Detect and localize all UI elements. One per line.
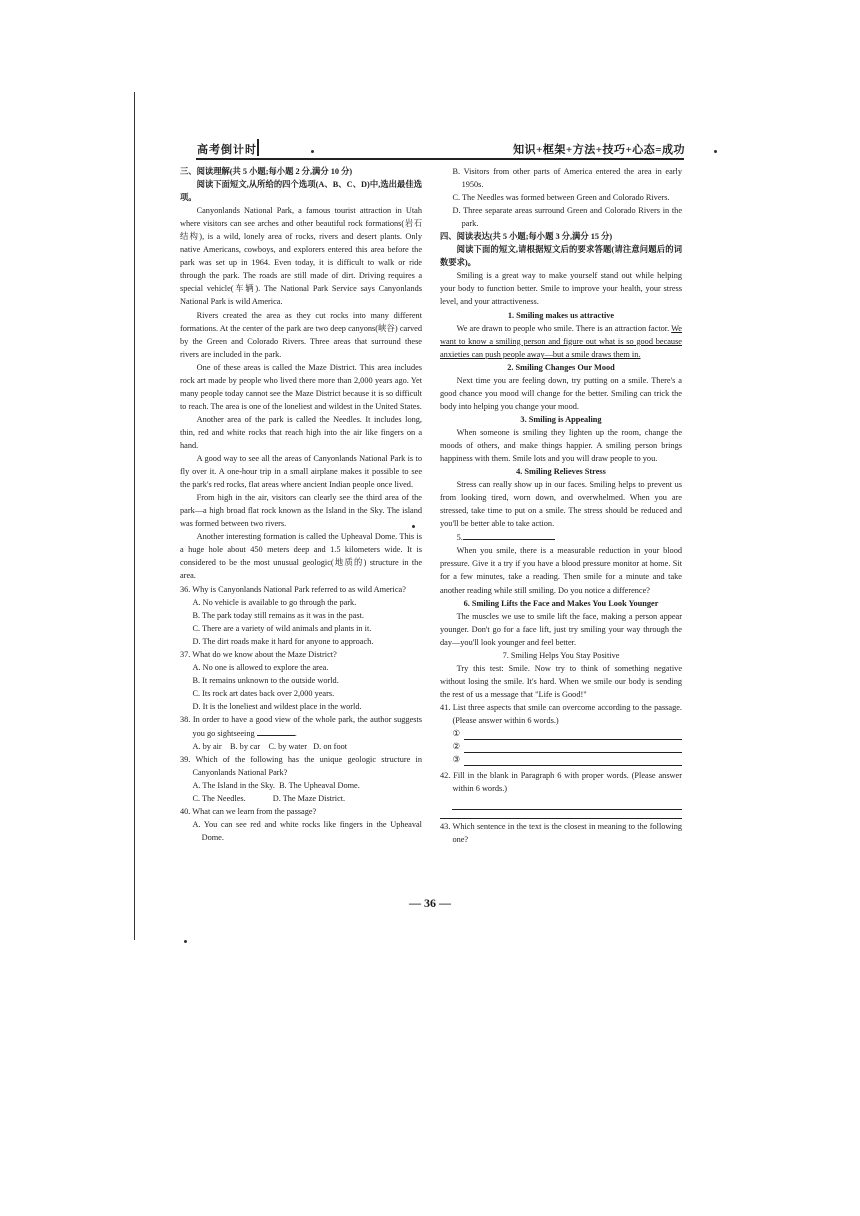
question-39-options-cd: C. The Needles. D. The Maze District. xyxy=(192,794,346,804)
right-column xyxy=(440,165,682,846)
smile-paragraph-6: The muscles we use to smile lift the face, making a person appear younger. Don't go for a face lift, just try smiling your way through the day—you'll look younger and feel better. xyxy=(440,611,682,647)
question-42-answer-line[interactable] xyxy=(452,797,682,810)
question-36-option-b: B. The park today still remains as it was in the past. xyxy=(192,610,364,620)
answer-mark-1: ① xyxy=(452,729,460,739)
header-left-title: 高考倒计时 xyxy=(197,144,257,156)
smile-heading-5 xyxy=(440,530,682,544)
question-43-stem: 43. Which sentence in the text is the closest in meaning to the following one? xyxy=(440,818,682,846)
scan-speck xyxy=(184,940,187,943)
scan-speck xyxy=(714,150,717,153)
header-rule xyxy=(196,158,684,160)
question-37-stem: 37. What do we know about the Maze District? xyxy=(180,649,337,659)
smile-paragraph-7: Try this test: Smile. Now try to think of something negative without losing the smile. It's hard. When we smile our body is sending the rest of us a message that "Life is Good!" xyxy=(440,663,682,699)
question-37-option-a: A. No one is allowed to explore the area. xyxy=(192,662,329,672)
passage-paragraph: From high in the air, visitors can clearly see the third area of the park—a high broad flat rock known as the Island in the Sky. The island was formed between two rivers. xyxy=(180,493,422,529)
section3-title: 三、阅读理解(共 5 小题;每小题 2 分,满分 10 分) xyxy=(180,167,353,176)
smile-paragraph-2: Next time you are feeling down, try putting on a smile. There's a good chance you mood will change for the better. Smiling can trick the body into helping you change your mood. xyxy=(440,375,682,411)
smile-heading-7: 7. Smiling Helps You Stay Positive xyxy=(502,650,620,660)
question-36-option-c: C. There are a variety of wild animals and plants in it. xyxy=(192,623,372,633)
smile-paragraph-4: Stress can really show up in our faces. Smiling helps to prevent us from looking tired, worn down, and overwhelmed. When you are stressed, take time to put on a smile. The stress should be reduced and you'll be better able to take action. xyxy=(440,480,682,529)
answer-line-1 xyxy=(464,730,682,740)
question-40-option-b: B. Visitors from other parts of America entered the area in early 1950s. xyxy=(452,167,682,190)
question-41-stem: 41. List three aspects that smile can overcome according to the passage. (Please answer within 6 words.) xyxy=(440,702,682,725)
section4-title: 四、阅读表达(共 5 小题;每小题 3 分,满分 15 分) xyxy=(440,232,613,242)
passage-paragraph: Another area of the park is called the Needles. It includes long, thin, red and white rocks that reach high into the air like fingers on a hand. xyxy=(180,414,422,450)
answer-mark-2: ② xyxy=(452,742,460,752)
question-40-option-a: A. You can see red and white rocks like fingers in the Upheaval Dome. xyxy=(192,820,422,843)
smile-heading-5-blank xyxy=(463,530,555,540)
answer-line-2 xyxy=(464,743,682,753)
smile-paragraph-3: When someone is smiling they lighten up the room, change the moods of others, and make things happier. A smiling person brings happiness with them. Smile lots and you will draw people to you. xyxy=(440,427,682,464)
answer-line-3 xyxy=(464,756,682,766)
question-38-blank xyxy=(257,726,297,739)
smile-heading-5-number: 5. xyxy=(456,533,463,543)
question-36-stem: 36. Why is Canyonlands National Park referred to as wild America? xyxy=(180,584,406,594)
question-38-stem-end: . xyxy=(294,729,297,739)
smile-heading-6: 6. Smiling Lifts the Face and Makes You Look Younger xyxy=(463,598,659,608)
header-right-slogan: 知识+框架+方法+技巧+心态=成功 xyxy=(513,144,685,156)
passage-paragraph: One of these areas is called the Maze District. This area includes rock art made by people who lived there more than 2,000 years ago. Yet many people today cannot see the Maze District because it is so difficult to reach. The area is one of the loneliest and wildest in the United States. xyxy=(180,362,422,411)
question-42-stem: 42. Fill in the blank in Paragraph 6 with proper words. (Please answer within 6 words.) xyxy=(440,771,682,794)
question-39-options-ab: A. The Island in the Sky. B. The Upheaval Dome. xyxy=(192,781,360,791)
question-38-options: A. by air B. by car C. by water D. on foot xyxy=(192,742,348,752)
question-36-option-a: A. No vehicle is available to go through the park. xyxy=(192,597,357,607)
smile-heading-3: 3. Smiling is Appealing xyxy=(520,414,602,424)
question-41-answer-2[interactable] xyxy=(440,740,682,753)
question-40-stem: 40. What can we learn from the passage? xyxy=(180,807,317,817)
passage-paragraph: Rivers created the area as they cut rocks into many different formations. At the center of the park are two deep canyons(峡谷) carved by the Green and Colorado Rivers. Three areas that surround these rivers are included in the park. xyxy=(180,310,422,359)
question-41-answer-3[interactable] xyxy=(440,753,682,766)
question-37-option-d: D. It is the loneliest and wildest place in the world. xyxy=(192,701,362,711)
page-number: — 36 — xyxy=(409,896,451,910)
smile-paragraph-1-underlined: We want to know a smiling person and figure out what is so good because anxieties can push people away—but a smile draws them in. xyxy=(440,323,682,359)
smile-heading-1: 1. Smiling makes us attractive xyxy=(507,310,615,320)
passage-paragraph: A good way to see all the areas of Canyonlands National Park is to fly over it. A one-hour trip in a small airplane makes it possible to see the park's red rocks, flat areas where ancient Indian people once lived. xyxy=(180,454,422,490)
question-39-stem: 39. Which of the following has the unique geologic structure in Canyonlands National Park? xyxy=(180,755,422,778)
passage-paragraph: Canyonlands National Park, a famous tourist attraction in Utah where visitors can see arches and other beautiful rock formations(岩石结构), is a wild, lonely area of rocks, rivers and desert plants. Only native Americans, cowboys, and explorers entered this area before the park was set up in 1964. Even today, it is difficult to walk or ride through the park. The roads are still made of dirt. Driving requires a special vehicle(车辆). The National Park Service says Canyonlands National Park is wild America. xyxy=(180,206,422,307)
scan-speck xyxy=(311,150,314,153)
question-40-option-c: C. The Needles was formed between Green and Colorado Rivers. xyxy=(452,193,670,203)
question-40-option-d: D. Three separate areas surround Green and Colorado Rivers in the park. xyxy=(452,206,682,229)
question-38-stem-text: 38. In order to have a good view of the whole park, the author suggests you go sightseeing xyxy=(180,714,422,739)
question-37-option-c: C. Its rock art dates back over 2,000 years. xyxy=(192,688,335,698)
header-separator xyxy=(257,139,259,156)
question-37-option-b: B. It remains unknown to the outside world. xyxy=(192,675,339,685)
smile-paragraph-5: When you smile, there is a measurable reduction in your blood pressure. Give it a try if you have a blood pressure monitor at home. Sit for a few minutes, take a reading. Then smile for a minute and take another reading while still smiling. Do you notice a difference? xyxy=(440,546,682,595)
smile-paragraph-1 xyxy=(440,322,682,361)
question-38-stem xyxy=(180,713,422,740)
passage-paragraph: Another interesting formation is called the Upheaval Dome. This is a huge hole about 450 meters deep and 1.5 kilometers wide. It is considered to be the most unusual geologic(地质的) structure in the area. xyxy=(180,532,422,581)
left-column xyxy=(180,165,422,844)
smile-heading-4: 4. Smiling Relieves Stress xyxy=(516,467,606,477)
question-41-answer-1[interactable] xyxy=(440,727,682,740)
smile-paragraph-1-plain: We are drawn to people who smile. There is an attraction factor. xyxy=(456,323,672,333)
answer-mark-3: ③ xyxy=(452,755,460,765)
question-36-option-d: D. The dirt roads make it hard for anyone to approach. xyxy=(192,636,374,646)
section3-instructions: 阅读下面短文,从所给的四个选项(A、B、C、D)中,选出最佳选项。 xyxy=(180,180,422,203)
smile-intro: Smiling is a great way to make yourself stand out while helping your body to function better. Smile to improve your health, your stress level, and your attractiveness. xyxy=(440,271,682,307)
section4-instructions: 阅读下面的短文,请根据短文后的要求答题(请注意问题后的词数要求)。 xyxy=(440,245,682,268)
smile-heading-2: 2. Smiling Changes Our Mood xyxy=(507,362,615,372)
scan-margin-line xyxy=(134,92,135,940)
